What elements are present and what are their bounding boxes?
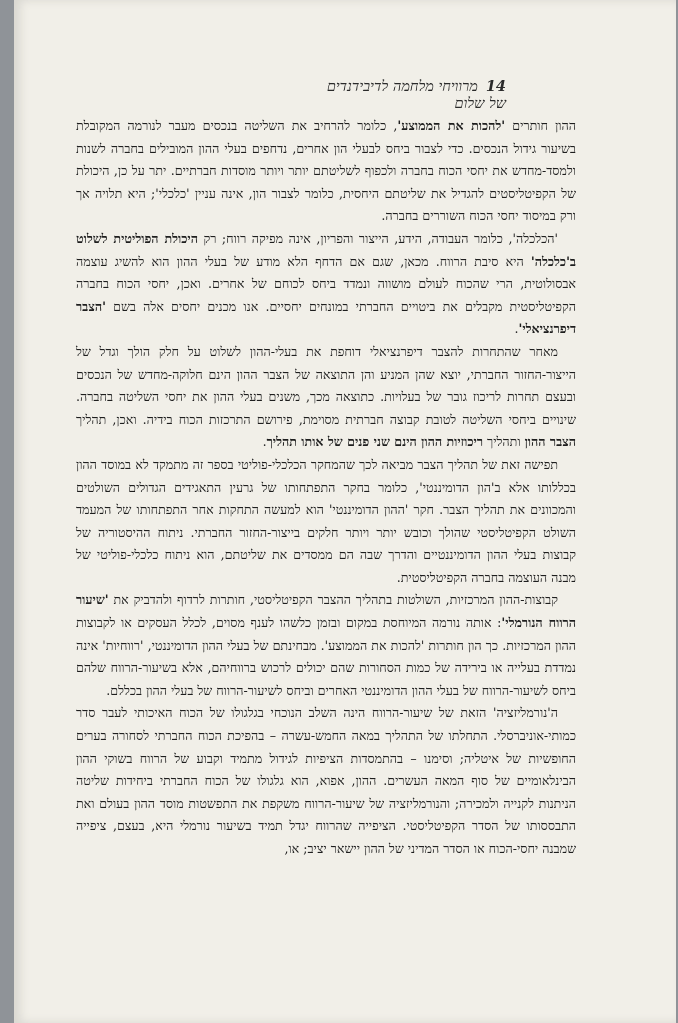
bold-term: היכולת הפוליטית לשלוט ב'כלכלה' (76, 230, 576, 269)
text-run: ותהליך (483, 434, 525, 450)
text-run: ההון חותרים (505, 118, 576, 133)
running-header (314, 78, 506, 113)
text-run: 'הכלכלה', כלומר העבודה, הידע, הייצור והפריון, אינה מפיקה רווח; רק (197, 230, 559, 246)
paragraph-4 (76, 454, 576, 590)
book-page (14, 0, 676, 1023)
text-run: תפישה זאת של תהליך הצבר מביאה לכך שהמחקר הכלכלי-פוליטי בספר זה מתמקד לא במוסד ההון בכללותו אלא ב'הון הדומיננטי', כלומר בחקר התפתחותו של גרעין התאגידים הגדולים השולטים והמכוונים את תהליך הצבר. חקר 'ההון הדומיננטי' הוא למעשה התחקות אחר התפתחותו של המעמד השולט הקפיטליסטי שהולך וכובש יותר ויותר חלקים בייצור-החזור החברתי. ניתוח ההיסטוריה של קבוצות בעלי ההון הדומיננטיים והדרך שבה הם ממסדים את שליטתם, הוא ניתוח כלכלי-פוליטי של מבנה העוצמה בחברה הקפיטליסטית. (76, 456, 576, 585)
paragraph-2 (76, 228, 576, 341)
bold-term: 'הצבר דיפרנציאלי' (76, 298, 576, 337)
bold-term: ריכוזיות ההון הינם שני פנים של אותו תהליך (266, 434, 484, 450)
text-run: . (514, 321, 519, 337)
paragraph-3 (76, 341, 576, 454)
text-run: מאחר שהתחרות להצבר דיפרנציאלי דוחפת את בעלי-ההון לשלוט על חלק הולך וגדל של הייצור-החזור החברתי, יוצא שהן המניע והן התוצאה של הצבר ההון הינם חלוקה-מחדש של הנכסים ובעצם תחרות לריכוז גובר של בעלויות. כתוצאה מכך, משנים בעלי ההון את יחסי השליטה בחברה. שינויים ביחסי השליטה לטובת קבוצה חברתית מסוימת, פירושם התרכזות הכוח בידיה. ואכן, תהליך (76, 343, 576, 427)
text-run: קבוצות-ההון המרכזיות, השולטות בתהליך ההצבר הקפיטליסטי, חותרות לרדוף ולהדביק את (108, 592, 558, 608)
text-run: , כלומר להרחיב את השליטה בנכסים מעבר לנורמה המקובלת בשיעור גידול הנכסים. כדי לצבור ביחס לבעלי הון אחרים, נדחפים בעלי ההון המובילים בחברה לשנות ולמסד-מחדש את יחסי הכוח בחברה ולכפוף לשליטתם יותר ויותר מוסדות חברתיים. יתר על כן, היכולת של הקפיטליסטים להגדיל את שליטתם היחסית, כלומר לצבור הון, אינה עניין 'כלכלי'; היא תלויה אך ורק במיסוד יחסי הכוח השוררים בחברה. (76, 118, 576, 224)
page-number: 14 (485, 78, 506, 95)
text-run: היא סיבת הרווח. מכאן, שגם אם הדחף הלא מודע של בעלי ההון הוא להשיג עוצמה אבסולוטית, הרי שהכוח לעולם מושווה ונמדד ביחס לכוחם של אחרים. ואכן, יחסי הכוח בחברה הקפיטליסטית מקבלים את ביטויים החברתי במונחים יחסיים. אנו מכנים יחסים אלה בשם (76, 253, 576, 314)
text-run: . (262, 434, 267, 450)
bold-term: 'שיעור הרווח הנורמלי' (76, 592, 576, 631)
text-run: ה'נורמליזציה' הזאת של שיעור-הרווח הינה השלב הנוכחי בגלגולו של הכוח האיכותי לעבר סדר כמותי-אוניברסלי. התחלתו של התהליך במאה החמש-עשרה – בהפיכת הכוח החברתי לסחורה בערים החופשיות של איטליה; וסימנו – בהתמסדות הציפיות לגידול מתמיד וקבוע של הרווח בשוקי ההון הבינלאומיים של סוף המאה העשרים. ההון, אפוא, הוא גלגולו של הכוח החברתי ביחידות שליטה הניתנות לקנייה ולמכירה; והנורמליזציה של שיעור-הרווח משקפת את התפשטות מוסד ההון בעולם ואת התבססותו של הסדר הקפיטליסטי. הציפייה שהרווח יגדל תמיד בשיעור נורמלי היא, בעצם, ציפייה שמבנה יחסי-הכוח או הסדר המדיני של ההון יישאר יציב; או, (76, 705, 576, 856)
paragraph-6 (76, 702, 576, 860)
bold-term: הצבר ההון (524, 434, 576, 450)
body-text (76, 115, 576, 861)
paragraph-5 (76, 589, 576, 702)
paragraph-1 (76, 115, 576, 228)
text-run: : אותה נורמה המיוחסת במקום ובזמן כלשהו לענף מסוים, לכלל העסקים או לקבוצות ההון המרכזיות. כך הון חותרות 'להכות את הממוצע'. מבחינתם של בעלי ההון הדומיננטי, 'רווחיות' אינה נמדדת בעלייה או בירידה של כמות הסחורות שהם יכולים לרכוש ברווחיהם, אלא בשיעור-הרווח שלהם ביחס לשיעור-הרווח של בעלי ההון הדומיננטי האחרים וביחס לשיעור-הרווח של בעלי ההון בכללם. (76, 615, 576, 698)
running-title: מרוויחי מלחמה לדיבידנדים של שלום (326, 79, 506, 112)
bold-term: 'להכות את הממוצע' (397, 118, 506, 133)
